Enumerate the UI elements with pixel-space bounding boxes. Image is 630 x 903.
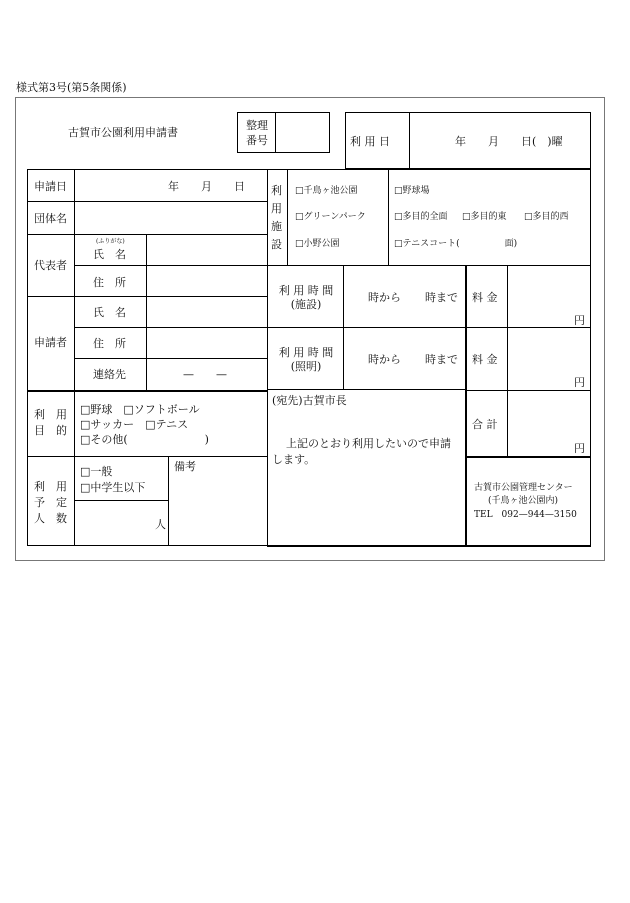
expected-users-count-field[interactable] <box>76 502 152 544</box>
expected-users-label-3: 人 数 <box>34 512 67 525</box>
total-field[interactable] <box>509 392 588 454</box>
expected-users-unit: 人 <box>155 518 166 531</box>
usage-time-facility-from[interactable]: 時から <box>368 291 401 304</box>
usage-time-lighting-sublabel: (照明) <box>290 360 322 373</box>
total-label: 合 計 <box>472 418 498 431</box>
expected-users-label-2: 予 定 <box>34 496 67 509</box>
applicant-label: 申請者 <box>34 336 67 349</box>
application-date-fields[interactable]: 年 月 日 <box>168 180 245 193</box>
reference-number-field[interactable] <box>277 114 328 151</box>
representative-address-field[interactable] <box>148 267 266 295</box>
fee-facility-label: 料 金 <box>472 291 498 304</box>
organization-name-label: 団体名 <box>34 212 67 225</box>
usage-time-facility-label: 利 用 時 間 <box>278 284 334 297</box>
remarks-field[interactable] <box>170 474 266 544</box>
facility-label-char-2: 用 <box>271 202 282 215</box>
facility-label-char-3: 施 <box>271 220 282 233</box>
representative-label: 代表者 <box>34 259 67 272</box>
usage-time-lighting-from[interactable]: 時から <box>368 353 401 366</box>
purpose-label-2: 目 的 <box>34 424 67 437</box>
park-onoya-checkbox[interactable]: □小野公園 <box>295 239 340 249</box>
reference-number-label: 整理 <box>246 119 268 132</box>
baseball-field-checkbox[interactable]: □野球場 <box>394 186 430 196</box>
remarks-label: 備考 <box>174 460 196 473</box>
usage-date-label: 利 用 日 <box>350 135 390 148</box>
expected-users-label: 利 用 <box>34 480 67 493</box>
park-chidorigaike-checkbox[interactable]: □千鳥ヶ池公園 <box>295 186 358 196</box>
fee-facility-field[interactable] <box>509 267 588 325</box>
representative-address-label: 住 所 <box>93 276 126 289</box>
representative-furigana-label: (ふりがな) <box>96 238 125 245</box>
park-green-checkbox[interactable]: □グリーンパーク <box>295 212 366 222</box>
applicant-name-label: 氏 名 <box>93 306 126 319</box>
multipurpose-west-checkbox[interactable]: □多目的西 <box>524 212 569 222</box>
addressee: (宛先)古賀市長 <box>272 394 347 407</box>
multipurpose-east-checkbox[interactable]: □多目的東 <box>462 212 507 222</box>
office-name: 古賀市公園管理センター <box>474 483 573 493</box>
facility-label-char-1: 利 <box>271 184 282 197</box>
usage-time-facility-sublabel: (施設) <box>290 298 322 311</box>
organization-name-field[interactable] <box>76 203 266 233</box>
application-date-label: 申請日 <box>34 180 67 193</box>
usage-time-facility-to[interactable]: 時まで <box>425 291 458 304</box>
form-number: 様式第3号(第5条関係) <box>16 81 127 94</box>
applicant-name-field[interactable] <box>148 298 266 326</box>
applicant-contact-label: 連絡先 <box>93 368 126 381</box>
fee-facility-yen: 円 <box>574 314 585 327</box>
representative-name-field[interactable] <box>148 236 266 264</box>
office-location: (千鳥ヶ池公園内) <box>488 496 559 506</box>
multipurpose-all-checkbox[interactable]: □多目的全面 <box>394 212 448 222</box>
purpose-label: 利 用 <box>34 408 67 421</box>
applicant-address-field[interactable] <box>148 329 266 357</box>
office-tel: TEL 092—944—3150 <box>474 510 577 520</box>
total-yen: 円 <box>574 442 585 455</box>
request-text: 上記のとおり利用したいので申請 <box>286 437 451 450</box>
usage-date-fields[interactable]: 年 月 日( )曜 <box>455 135 563 148</box>
fee-lighting-yen: 円 <box>574 376 585 389</box>
tennis-court-checkbox[interactable]: □テニスコート( 面) <box>394 239 518 249</box>
usage-time-lighting-to[interactable]: 時まで <box>425 353 458 366</box>
purpose-options-row3[interactable]: □その他( ) <box>80 433 209 446</box>
purpose-options-row1[interactable]: □野球 □ソフトボール <box>80 403 200 416</box>
fee-lighting-label: 料 金 <box>472 353 498 366</box>
form-title: 古賀市公園利用申請書 <box>68 126 178 139</box>
addressee-block <box>267 389 467 547</box>
fee-lighting-field[interactable] <box>509 329 588 388</box>
reference-number-label-2: 番号 <box>246 134 268 147</box>
representative-name-label: 氏 名 <box>93 248 126 261</box>
facility-label-char-4: 設 <box>271 238 282 251</box>
request-text-2: します。 <box>272 453 316 466</box>
expected-users-junior-checkbox[interactable]: □中学生以下 <box>80 481 146 494</box>
expected-users-general-checkbox[interactable]: □一般 <box>80 465 113 478</box>
purpose-options-row2[interactable]: □サッカー □テニス <box>80 418 189 431</box>
applicant-address-label: 住 所 <box>93 337 126 350</box>
applicant-contact-field[interactable]: — — <box>183 368 227 381</box>
usage-time-lighting-label: 利 用 時 間 <box>278 346 334 359</box>
